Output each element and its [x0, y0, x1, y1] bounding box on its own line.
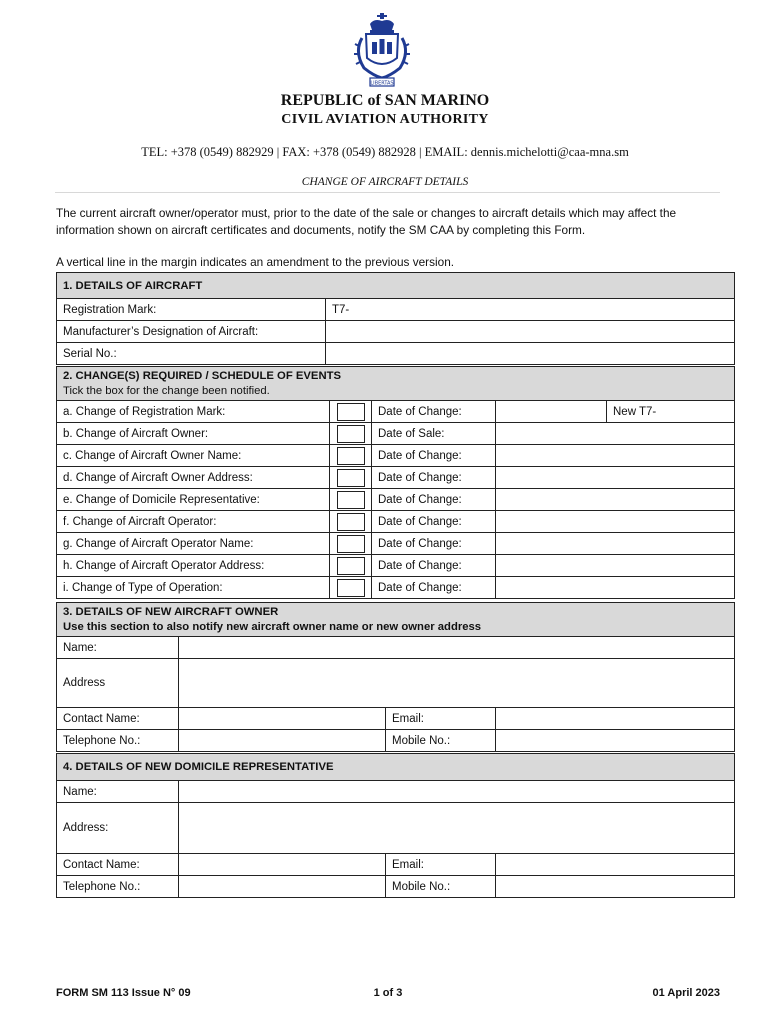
change-checkbox[interactable]: [337, 469, 365, 487]
owner-contact-field[interactable]: [179, 708, 386, 730]
date-label: Date of Change:: [372, 555, 496, 577]
date-field[interactable]: [496, 489, 735, 511]
change-checkbox[interactable]: [337, 579, 365, 597]
change-label: f. Change of Aircraft Operator:: [57, 511, 330, 533]
date-field[interactable]: [496, 401, 607, 423]
intro-paragraph: The current aircraft owner/operator must, prior to the date of the sale or changes to aircraft details which may affect the information shown on aircraft certificates and documents, notify the SM CAA by completing this Form.: [56, 206, 677, 237]
registration-field[interactable]: T7-: [326, 299, 735, 321]
change-label: g. Change of Aircraft Operator Name:: [57, 533, 330, 555]
manufacturer-label: Manufacturer’s Designation of Aircraft:: [57, 321, 326, 343]
owner-contact-label: Contact Name:: [57, 708, 179, 730]
change-checkbox-cell: [330, 511, 372, 533]
rep-name-field[interactable]: [179, 781, 735, 803]
form-id: FORM SM 113 Issue N° 09: [56, 987, 191, 999]
owner-address-label: Address: [57, 659, 179, 708]
change-checkbox-cell: [330, 555, 372, 577]
owner-mobile-label: Mobile No.:: [386, 730, 496, 752]
date-label: Date of Change:: [372, 533, 496, 555]
change-checkbox[interactable]: [337, 557, 365, 575]
section3-subtitle: Use this section to also notify new aircraft owner name or new owner address: [63, 620, 482, 633]
change-checkbox[interactable]: [337, 447, 365, 465]
section1-header: 1. DETAILS OF AIRCRAFT: [57, 273, 735, 299]
rep-email-field[interactable]: [496, 854, 735, 876]
owner-email-field[interactable]: [496, 708, 735, 730]
change-checkbox[interactable]: [337, 491, 365, 509]
section2-table: [56, 366, 735, 599]
section3-title: 3. DETAILS OF NEW AIRCRAFT OWNER: [63, 605, 279, 618]
owner-mobile-field[interactable]: [496, 730, 735, 752]
rep-name-label: Name:: [57, 781, 179, 803]
date-label: Date of Change:: [372, 445, 496, 467]
authority-subtitle: CIVIL AVIATION AUTHORITY: [281, 112, 489, 127]
change-label: c. Change of Aircraft Owner Name:: [57, 445, 330, 467]
rep-mobile-label: Mobile No.:: [386, 876, 496, 898]
date-field[interactable]: [496, 423, 735, 445]
section2-header: [57, 367, 735, 401]
rep-phone-field[interactable]: [179, 876, 386, 898]
new-registration-field[interactable]: New T7-: [607, 401, 735, 423]
date-field[interactable]: [496, 577, 735, 599]
date-field[interactable]: [496, 511, 735, 533]
change-checkbox-cell: [330, 467, 372, 489]
section1-table: [56, 272, 735, 365]
republic-title: REPUBLIC of SAN MARINO: [280, 92, 490, 109]
rep-phone-label: Telephone No.:: [57, 876, 179, 898]
section2-title: 2. CHANGE(S) REQUIRED / SCHEDULE OF EVENTS: [63, 369, 342, 382]
rep-mobile-field[interactable]: [496, 876, 735, 898]
rep-address-field[interactable]: [179, 803, 735, 854]
owner-address-field[interactable]: [179, 659, 735, 708]
rep-contact-field[interactable]: [179, 854, 386, 876]
change-checkbox-cell: [330, 533, 372, 555]
change-checkbox-cell: [330, 445, 372, 467]
change-checkbox[interactable]: [337, 513, 365, 531]
section2-subtitle: Tick the box for the change been notified.: [63, 384, 270, 397]
change-label: i. Change of Type of Operation:: [57, 577, 330, 599]
change-label: d. Change of Aircraft Owner Address:: [57, 467, 330, 489]
change-label: h. Change of Aircraft Operator Address:: [57, 555, 330, 577]
owner-phone-field[interactable]: [179, 730, 386, 752]
change-label: e. Change of Domicile Representative:: [57, 489, 330, 511]
date-label: Date of Change:: [372, 489, 496, 511]
change-label: a. Change of Registration Mark:: [57, 401, 330, 423]
date-field[interactable]: [496, 467, 735, 489]
manufacturer-field[interactable]: [326, 321, 735, 343]
change-checkbox-cell: [330, 489, 372, 511]
title-divider: [55, 192, 720, 193]
change-checkbox-cell: [330, 401, 372, 423]
date-label: Date of Change:: [372, 577, 496, 599]
section4-table: [56, 753, 735, 898]
rep-contact-label: Contact Name:: [57, 854, 179, 876]
owner-name-label: Name:: [57, 637, 179, 659]
change-checkbox[interactable]: [337, 425, 365, 443]
issue-date: 01 April 2023: [652, 987, 720, 999]
section3-table: [56, 602, 735, 752]
change-checkbox[interactable]: [337, 535, 365, 553]
page-number: 1 of 3: [373, 987, 403, 999]
change-label: b. Change of Aircraft Owner:: [57, 423, 330, 445]
san-marino-crest-logo: [350, 12, 414, 92]
serial-label: Serial No.:: [57, 343, 326, 365]
amendment-note: A vertical line in the margin indicates an amendment to the previous version.: [56, 255, 455, 269]
date-label: Date of Change:: [372, 511, 496, 533]
change-checkbox[interactable]: [337, 403, 365, 421]
date-label: Date of Change:: [372, 401, 496, 423]
serial-field[interactable]: [326, 343, 735, 365]
date-label: Date of Change:: [372, 467, 496, 489]
owner-name-field[interactable]: [179, 637, 735, 659]
date-field[interactable]: [496, 533, 735, 555]
svg-text:LIBERTAS: LIBERTAS: [370, 80, 394, 87]
owner-phone-label: Telephone No.:: [57, 730, 179, 752]
rep-email-label: Email:: [386, 854, 496, 876]
date-label: Date of Sale:: [372, 423, 496, 445]
date-field[interactable]: [496, 555, 735, 577]
rep-address-label: Address:: [57, 803, 179, 854]
date-field[interactable]: [496, 445, 735, 467]
form-title: CHANGE OF AIRCRAFT DETAILS: [301, 176, 469, 188]
registration-label: Registration Mark:: [57, 299, 326, 321]
owner-email-label: Email:: [386, 708, 496, 730]
change-checkbox-cell: [330, 577, 372, 599]
change-checkbox-cell: [330, 423, 372, 445]
section4-header: 4. DETAILS OF NEW DOMICILE REPRESENTATIVE: [57, 754, 735, 781]
section3-header: [57, 603, 735, 637]
contact-line: TEL: +378 (0549) 882929 | FAX: +378 (0549) 882928 | EMAIL: dennis.michelotti@caa-mna.sm: [141, 145, 629, 159]
